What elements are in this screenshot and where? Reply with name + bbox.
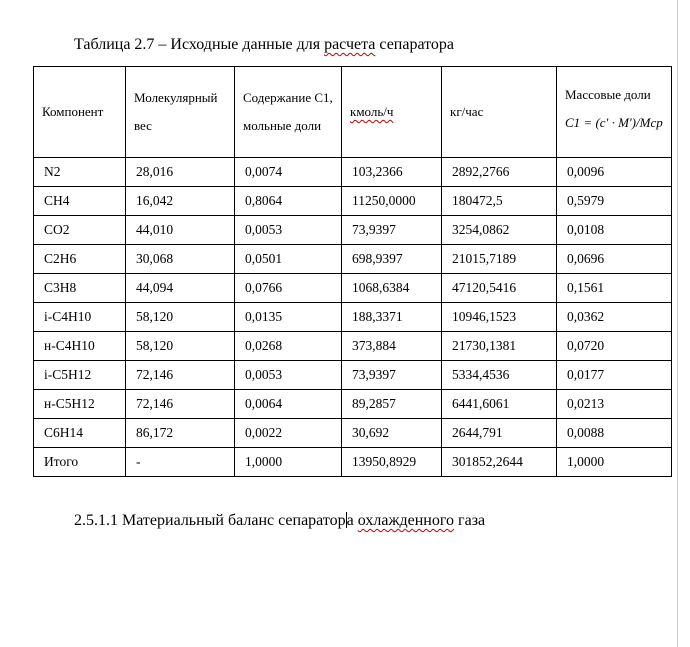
- table-cell: 6441,6061: [442, 390, 557, 419]
- table-cell: -: [126, 448, 235, 477]
- table-cell: C2H6: [34, 245, 126, 274]
- table-cell: i-C5H12: [34, 361, 126, 390]
- table-cell: 44,094: [126, 274, 235, 303]
- table-cell: 86,172: [126, 419, 235, 448]
- table-cell: 28,016: [126, 158, 235, 187]
- table-row: [34, 274, 672, 303]
- table-cell: 72,146: [126, 390, 235, 419]
- table-cell: 58,120: [126, 303, 235, 332]
- header-mass-fraction: Массовые доли C1 = (c' · M')/Mср: [557, 67, 672, 158]
- table-cell: 89,2857: [342, 390, 442, 419]
- table-cell: 373,884: [342, 332, 442, 361]
- table-cell: 0,8064: [235, 187, 342, 216]
- table-cell: N2: [34, 158, 126, 187]
- table-row: [34, 303, 672, 332]
- table-cell: C3H8: [34, 274, 126, 303]
- header-component: Компонент: [34, 67, 126, 158]
- table-cell: 0,0213: [557, 390, 672, 419]
- table-cell: 73,9397: [342, 361, 442, 390]
- table-cell: 16,042: [126, 187, 235, 216]
- header-kmol: кмоль/ч: [342, 67, 442, 158]
- table-cell: 0,0088: [557, 419, 672, 448]
- table-cell: 21730,1381: [442, 332, 557, 361]
- header-kg: кг/час: [442, 67, 557, 158]
- table-cell: CH4: [34, 187, 126, 216]
- table-cell: i-C4H10: [34, 303, 126, 332]
- table-cell: 2892,2766: [442, 158, 557, 187]
- header-mol-weight: Молекулярный вес: [126, 67, 235, 158]
- table-cell: 21015,7189: [442, 245, 557, 274]
- source-data-table: [33, 66, 672, 477]
- table-cell: 188,3371: [342, 303, 442, 332]
- table-cell: 180472,5: [442, 187, 557, 216]
- table-cell: 30,692: [342, 419, 442, 448]
- caption-spell-word: расчета: [324, 36, 376, 53]
- table-cell: 0,0108: [557, 216, 672, 245]
- table-cell: 698,9397: [342, 245, 442, 274]
- table-cell: 0,0766: [235, 274, 342, 303]
- table-cell: 1,0000: [557, 448, 672, 477]
- table-cell: 301852,2644: [442, 448, 557, 477]
- table-cell: 10946,1523: [442, 303, 557, 332]
- table-cell: 0,0135: [235, 303, 342, 332]
- table-cell: 0,0720: [557, 332, 672, 361]
- table-caption: [74, 36, 454, 54]
- table-row: [34, 332, 672, 361]
- table-cell: 30,068: [126, 245, 235, 274]
- table-cell: 0,0268: [235, 332, 342, 361]
- table-cell: 13950,8929: [342, 448, 442, 477]
- subsection-heading: 2.5.1.1 Материальный баланс сепаратора охлажденного газа: [74, 512, 486, 529]
- table-cell: Итого: [34, 448, 126, 477]
- table-cell: н-C5H12: [34, 390, 126, 419]
- table-cell: 1068,6384: [342, 274, 442, 303]
- table-cell: 0,0053: [235, 216, 342, 245]
- table-cell: 11250,0000: [342, 187, 442, 216]
- table-cell: 0,0501: [235, 245, 342, 274]
- table-cell: 73,9397: [342, 216, 442, 245]
- table-row: [34, 390, 672, 419]
- table-header-row: [34, 67, 672, 158]
- table-cell: CO2: [34, 216, 126, 245]
- table-cell: 0,0022: [235, 419, 342, 448]
- table-cell: 0,0074: [235, 158, 342, 187]
- caption-prefix: Таблица 2.7 – Исходные данные для: [74, 36, 325, 53]
- mass-formula: C1 = (c' · M')/Mср: [565, 115, 663, 130]
- table-cell: 47120,5416: [442, 274, 557, 303]
- caption-suffix: сепаратора: [375, 36, 455, 53]
- table-cell: 44,010: [126, 216, 235, 245]
- header-content: Содержание C1, мольные доли: [235, 67, 342, 158]
- table-cell: 0,0064: [235, 390, 342, 419]
- table-cell: 0,0053: [235, 361, 342, 390]
- table-row: [34, 216, 672, 245]
- table-row: [34, 187, 672, 216]
- table-cell: 58,120: [126, 332, 235, 361]
- table-cell: 0,0362: [557, 303, 672, 332]
- table-cell: 0,0096: [557, 158, 672, 187]
- page-right-edge: [677, 0, 678, 647]
- table-cell: 2644,791: [442, 419, 557, 448]
- table-row: [34, 158, 672, 187]
- table-cell: 0,1561: [557, 274, 672, 303]
- table-cell: 0,0696: [557, 245, 672, 274]
- table-cell: 3254,0862: [442, 216, 557, 245]
- table-cell: C6H14: [34, 419, 126, 448]
- table-row: [34, 245, 672, 274]
- table-row: [34, 419, 672, 448]
- table-cell: 103,2366: [342, 158, 442, 187]
- table-row: [34, 448, 672, 477]
- table-cell: 0,5979: [557, 187, 672, 216]
- table-cell: 1,0000: [235, 448, 342, 477]
- table-cell: н-C4H10: [34, 332, 126, 361]
- table-row: [34, 361, 672, 390]
- table-cell: 0,0177: [557, 361, 672, 390]
- table-cell: 72,146: [126, 361, 235, 390]
- table-cell: 5334,4536: [442, 361, 557, 390]
